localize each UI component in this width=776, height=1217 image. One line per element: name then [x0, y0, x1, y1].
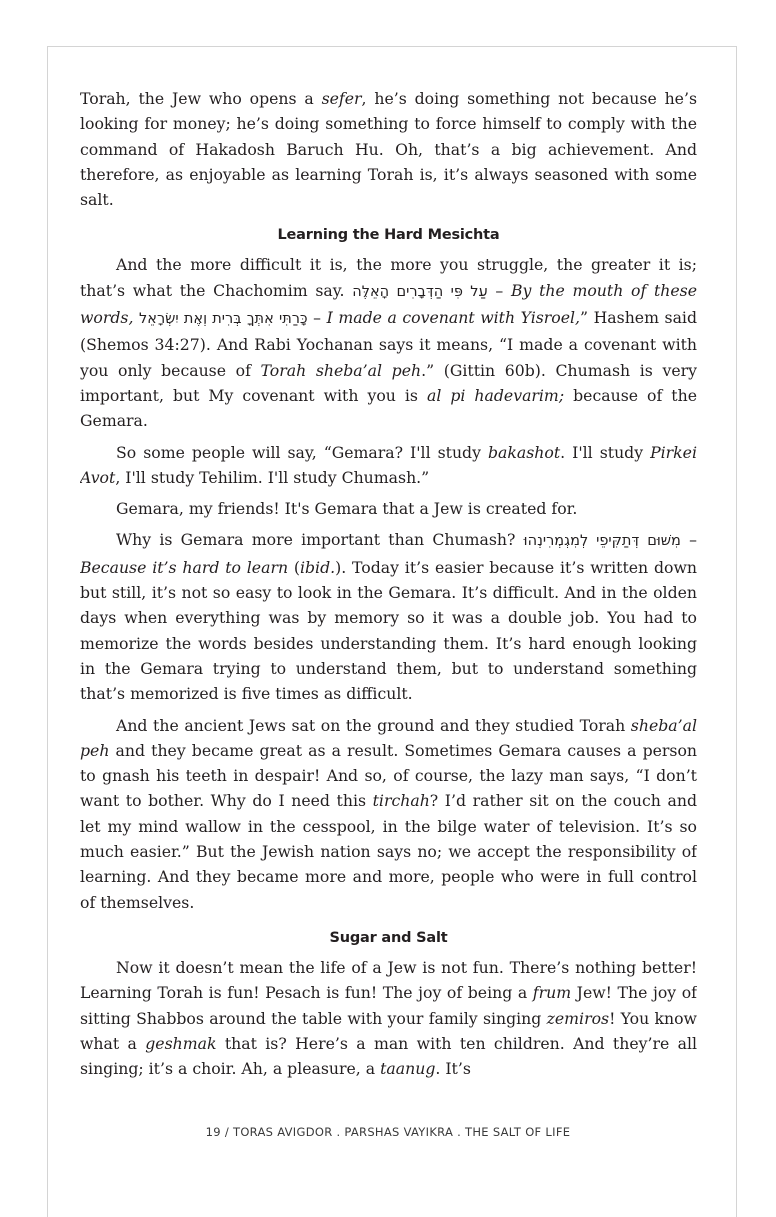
page-body [80, 86, 697, 1092]
paragraph [80, 252, 697, 433]
text-run: that is? Here’s a man with ten children. And they’re all singing; it’s a choir. Ah, a pleasure, a [80, 1033, 697, 1079]
text-run: ). Today it’s easier because it’s written down but still, it’s not so easy to look in the Gemara. It’s difficult. And in the olden days when everything was by memory so it was a double job. You had to memorize the words besides understanding them. It’s hard enough looking in the Gemara trying to understand them, but to understand something that’s memorized is five times as difficult. [80, 557, 697, 704]
italic-text: Pirkei Avot [80, 442, 697, 487]
italic-text: By the mouth of these words, [80, 280, 697, 328]
hebrew-quote: עַל פִּי הַדְּבָרִים הָאֵלֶּה [352, 283, 488, 300]
text-run: and they became great as a result. Sometimes Gemara causes a person to gnash his teeth in despair! And so, of course, the lazy man says, “I don’t want to bother. Why do I need this [80, 740, 697, 811]
text-run: Now it doesn’t mean the life of a Jew is not fun. There’s nothing better! Learning Torah is fun! Pesach is fun! The joy of being a [80, 957, 697, 1003]
text-run: Why is Gemara more important than Chumash? [116, 530, 524, 550]
italic-text: frum [532, 983, 572, 1003]
text-run: , he’s doing something not because he’s looking for money; he’s doing something to force himself to comply with the command of Hakadosh Baruch Hu. Oh, that’s a big achievement. And therefore, as enjoyable as learning Torah is, it’s always seasoned with some salt. [80, 89, 697, 210]
italic-text: taanug [380, 1059, 436, 1079]
text-run: Jew! The joy of sitting Shabbos around the table with your family singing [80, 983, 697, 1028]
paragraph [80, 496, 697, 521]
text-run: – [307, 308, 327, 328]
italic-text: zemiros [546, 1008, 610, 1028]
text-run: – [680, 530, 697, 550]
italic-text: sheba’al peh [80, 715, 697, 760]
text-run: ! You know what a [80, 1008, 697, 1053]
italic-text: Torah sheba’al peh [260, 360, 422, 380]
page-footer: 19 / TORAS AVIGDOR . PARSHAS VAYIKRA . THE SALT OF LIFE [205, 1125, 571, 1139]
text-run: , I'll study Tehilim. I'll study Chumash.” [115, 467, 430, 487]
italic-text: al pi hadevarim; [426, 385, 565, 405]
text-run: Torah, the Jew who opens a [80, 89, 322, 108]
paragraph [80, 955, 697, 1081]
italic-text: sefer [321, 89, 362, 108]
text-run: ? I’d rather sit on the couch and let my mind wallow in the cesspool, in the bilge water of television. It’s so much easier.” But the Jewish nation says no; we accept the responsibility of learning. And they became more and more, people who were in full control of themselves. [80, 791, 697, 912]
hebrew-quote: כָּרַתִּי אִתְּךָ בְּרִית וְאֶת יִשְׂרָאֵל [139, 311, 308, 328]
italic-text: bakashot [487, 442, 561, 462]
text-run: .” (Gittin 60b). Chumash is very important, but My covenant with you is [80, 360, 697, 405]
italic-text: geshmak [145, 1033, 217, 1053]
text-run: Gemara, my friends! It's Gemara that a Jew is created for. [116, 499, 578, 519]
text-run: – [487, 280, 511, 300]
text-run: And the ancient Jews sat on the ground and they studied Torah [116, 715, 631, 735]
text-run: And the more difficult it is, the more you struggle, the greater it is; that’s what the Chachomim say. [80, 255, 697, 300]
text-run: because of the Gemara. [80, 385, 697, 431]
paragraph [80, 440, 697, 491]
section-heading: Sugar and Salt [329, 929, 448, 946]
hebrew-quote: מִשּׁוּם דְּתַקִּיפֵי לְמִגְמְרִינְהוּ [523, 533, 681, 550]
paragraph [80, 527, 697, 706]
text-run: . I'll study [560, 442, 651, 462]
text-run: So some people will say, “Gemara? I'll study [116, 442, 488, 462]
italic-text: ibid. [300, 557, 336, 577]
text-run: ” Hashem said (Shemos 34:27). And Rabi Yochanan says it means, “I made a covenant with you only because of [80, 308, 697, 380]
paragraph [80, 713, 697, 915]
italic-text: Because it’s hard to learn [80, 557, 289, 577]
text-run: ( [288, 557, 300, 577]
text-run: . It’s [435, 1059, 471, 1079]
italic-text: I made a covenant with Yisroel, [326, 308, 581, 328]
section-heading: Learning the Hard Mesichta [277, 227, 500, 244]
italic-text: tirchah [372, 791, 430, 811]
paragraph [80, 86, 697, 212]
